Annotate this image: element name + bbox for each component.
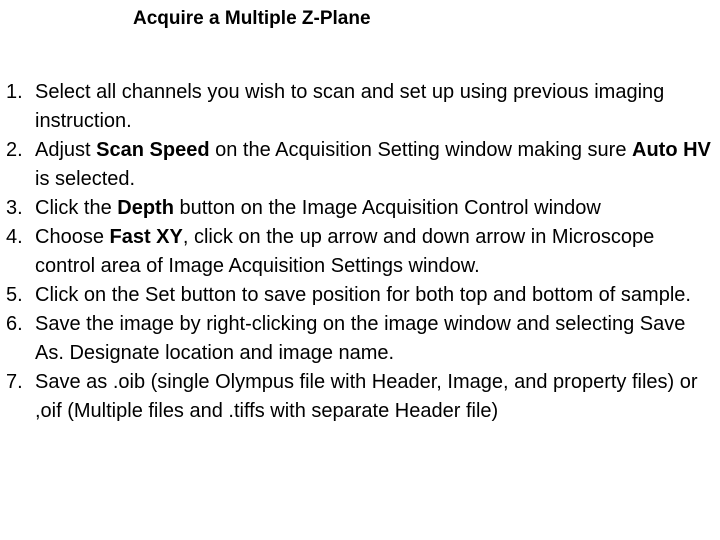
- step-text: [35, 139, 711, 190]
- step-text-segment: Save the image by right-clicking on the image window and selecting Save As. Designate location and image name.: [35, 313, 686, 364]
- list-item: [6, 136, 716, 194]
- step-text-segment: Click on the Set button to save position for both top and bottom of sample.: [35, 284, 691, 306]
- step-text-segment: button on the Image Acquisition Control window: [173, 197, 601, 219]
- list-item: [6, 223, 716, 281]
- step-number: 1.: [6, 81, 23, 103]
- list-item: [6, 310, 716, 368]
- step-text-segment: Adjust: [35, 139, 97, 161]
- step-text: [35, 313, 685, 364]
- step-text-segment: Select all channels you wish to scan and set up using previous imaging instruction.: [35, 81, 665, 132]
- step-emphasis: Fast XY: [109, 226, 183, 248]
- step-text-segment: , click on the up arrow and down arrow in Microscope control area of Image Acquisition Settings window.: [35, 226, 655, 277]
- step-text-segment: is selected.: [35, 168, 136, 190]
- step-text-segment: on the Acquisition Setting window making sure: [209, 139, 633, 161]
- step-text-segment: Save as .oib (single Olympus file with Header, Image, and property files) or ,oif (Multiple files and .tiffs with separate Header file): [35, 371, 698, 422]
- list-item: [6, 281, 716, 310]
- instruction-list: [6, 78, 716, 426]
- step-text: [35, 371, 698, 422]
- step-text-segment: Choose: [35, 226, 110, 248]
- step-number: 4.: [6, 226, 23, 248]
- step-text: [35, 197, 601, 219]
- step-emphasis: Depth: [117, 197, 174, 219]
- step-number: 6.: [6, 313, 23, 335]
- list-item: [6, 78, 716, 136]
- step-emphasis: Scan Speed: [96, 139, 210, 161]
- step-text: [35, 81, 664, 132]
- step-emphasis: Auto HV: [632, 139, 711, 161]
- step-number: 3.: [6, 197, 23, 219]
- list-item: [6, 194, 716, 223]
- step-text: [35, 284, 691, 306]
- step-text: [35, 226, 654, 277]
- list-item: [6, 368, 716, 426]
- step-number: 2.: [6, 139, 23, 161]
- step-number: 7.: [6, 371, 23, 393]
- page-title: Acquire a Multiple Z-Plane: [133, 8, 371, 29]
- step-number: 5.: [6, 284, 23, 306]
- step-text-segment: Click the: [35, 197, 118, 219]
